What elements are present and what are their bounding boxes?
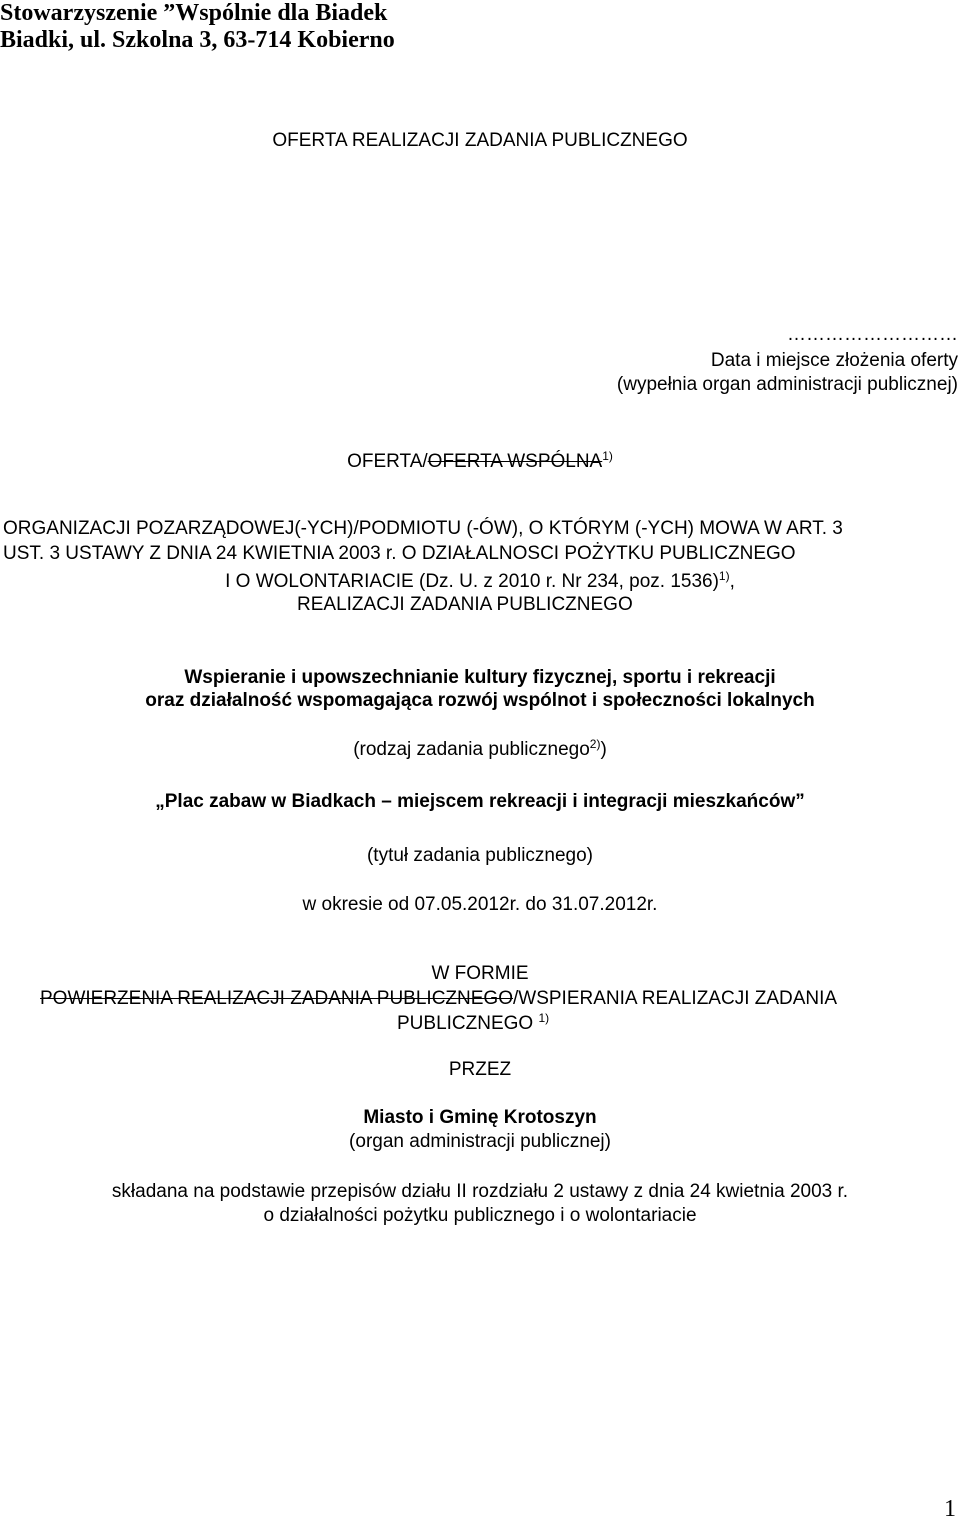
organization-name: Stowarzyszenie ”Wspólnie dla Biadek (0, 0, 388, 26)
organizations-line-3-footnote: 1) (718, 569, 730, 583)
organizations-line-3-suffix: , (729, 571, 735, 592)
form-option-line-2: PUBLICZNEGO (397, 1013, 534, 1034)
organization-address: Biadki, ul. Szkolna 3, 63-714 Kobierno (0, 27, 395, 53)
form-line-2 (397, 1013, 549, 1035)
task-kind-line-2: oraz działalność wspomagająca rozwój wspólnot i społeczności lokalnych (145, 690, 815, 711)
offer-type-prefix: OFERTA/ (347, 451, 428, 472)
organizations-line-1: ORGANIZACJI POZARZĄDOWEJ(-YCH)/PODMIOTU (-ÓW), O KTÓRYM (-YCH) MOWA W ART. 3 (3, 518, 843, 539)
date-dots: ……………………… (787, 324, 958, 345)
task-kind-label (0, 739, 960, 761)
organizations-line-3 (0, 571, 960, 593)
task-kind-label-text: (rodzaj zadania publicznego (353, 739, 590, 760)
date-place-note: (wypełnia organ administracji publicznej) (616, 374, 958, 395)
authority-label: (organ administracji publicznej) (349, 1131, 611, 1152)
task-kind-label-suffix: ) (600, 739, 607, 760)
form-heading: W FORMIE (431, 963, 529, 984)
authority-name: Miasto i Gminę Krotoszyn (363, 1107, 597, 1128)
legal-basis-line-1: składana na podstawie przepisów działu II rozdziału 2 ustawy z dnia 24 kwietnia 2003 r. (111, 1181, 849, 1202)
task-kind-line-1: Wspieranie i upowszechnianie kultury fizycznej, sportu i rekreacji (184, 667, 776, 688)
organizations-line-3-text: I O WOLONTARIACIE (Dz. U. z 2010 r. Nr 234, poz. 1536) (225, 571, 719, 592)
offer-type (0, 451, 960, 473)
legal-basis-line-2: o działalności pożytku publicznego i o wolontariacie (263, 1205, 697, 1226)
task-kind-label-footnote: 2) (589, 737, 601, 751)
task-title: „Plac zabaw w Biadkach – miejscem rekreacji i integracji mieszkańców” (155, 791, 805, 812)
offer-type-struck: OFERTA WSPÓLNA (427, 451, 603, 472)
task-period: w okresie od 07.05.2012r. do 31.07.2012r. (302, 894, 658, 915)
task-title-label: (tytuł zadania publicznego) (366, 845, 594, 866)
offer-title: OFERTA REALIZACJI ZADANIA PUBLICZNEGO (272, 130, 688, 151)
form-option: /WSPIERANIA REALIZACJI ZADANIA (512, 988, 838, 1009)
form-line-1 (40, 988, 837, 1010)
form-struck: POWIERZENIA REALIZACJI ZADANIA PUBLICZNEGO (40, 988, 513, 1009)
organizations-line-2: UST. 3 USTAWY Z DNIA 24 KWIETNIA 2003 r. O DZIAŁALNOSCI POŻYTKU PUBLICZNEGO (3, 543, 796, 564)
form-footnote: 1) (538, 1011, 550, 1025)
page-number: 1 (944, 1496, 956, 1522)
organizations-line-4: REALIZACJI ZADANIA PUBLICZNEGO (297, 594, 633, 615)
by-heading: PRZEZ (448, 1059, 512, 1080)
offer-type-footnote: 1) (602, 449, 613, 463)
date-place-label: Data i miejsce złożenia oferty (710, 350, 958, 371)
